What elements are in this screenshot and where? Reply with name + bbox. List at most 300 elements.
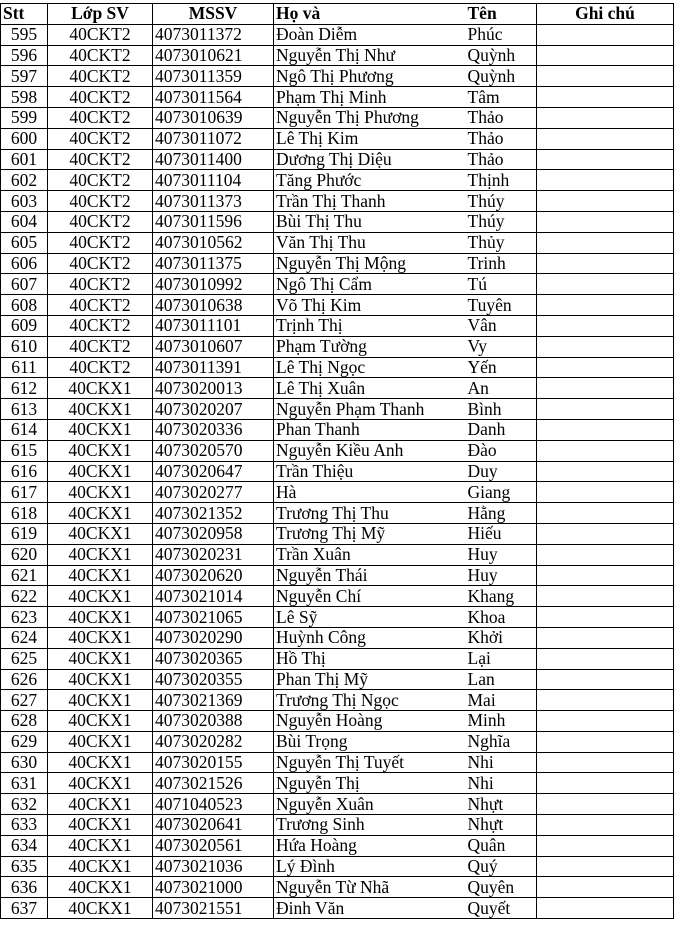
cell-stt: 627 (1, 690, 48, 711)
cell-stt: 629 (1, 731, 48, 752)
cell-ho: Nguyễn Xuân (274, 794, 466, 815)
cell-stt: 634 (1, 835, 48, 856)
cell-stt: 637 (1, 898, 48, 919)
table-row (1, 648, 674, 669)
cell-ghichu (537, 877, 674, 898)
cell-ten: Nhi (466, 752, 537, 773)
cell-ho: Phạm Tường (274, 336, 466, 357)
cell-mssv: 4073020013 (153, 378, 274, 399)
table-row (1, 419, 674, 440)
cell-mssv: 4073021551 (153, 898, 274, 919)
cell-ghichu (537, 856, 674, 877)
cell-stt: 636 (1, 877, 48, 898)
cell-ho: Phạm Thị Minh (274, 87, 466, 108)
table-row (1, 253, 674, 274)
header-mssv: MSSV (153, 4, 274, 25)
table-row (1, 607, 674, 628)
cell-stt: 599 (1, 107, 48, 128)
cell-ghichu (537, 607, 674, 628)
cell-ghichu (537, 544, 674, 565)
table-row (1, 336, 674, 357)
cell-mssv: 4073020336 (153, 419, 274, 440)
cell-ten: Hiếu (466, 523, 537, 544)
cell-ho: Võ Thị Kim (274, 295, 466, 316)
table-row (1, 544, 674, 565)
table-row (1, 149, 674, 170)
cell-lop: 40CKT2 (48, 128, 153, 149)
cell-ghichu (537, 752, 674, 773)
cell-lop: 40CKT2 (48, 170, 153, 191)
cell-stt: 615 (1, 440, 48, 461)
table-row (1, 877, 674, 898)
cell-ho: Lê Thị Kim (274, 128, 466, 149)
cell-stt: 602 (1, 170, 48, 191)
cell-stt: 622 (1, 586, 48, 607)
cell-lop: 40CKT2 (48, 24, 153, 45)
cell-ten: Vy (466, 336, 537, 357)
cell-mssv: 4073010639 (153, 107, 274, 128)
cell-ghichu (537, 586, 674, 607)
table-row (1, 711, 674, 732)
cell-stt: 611 (1, 357, 48, 378)
cell-lop: 40CKX1 (48, 690, 153, 711)
header-lop: Lớp SV (48, 4, 153, 25)
cell-ho: Phan Thanh (274, 419, 466, 440)
cell-ho: Hồ Thị (274, 648, 466, 669)
cell-ghichu (537, 191, 674, 212)
cell-ho: Dương Thị Diệu (274, 149, 466, 170)
cell-ho: Huỳnh Công (274, 627, 466, 648)
cell-mssv: 4073020958 (153, 523, 274, 544)
cell-stt: 635 (1, 856, 48, 877)
cell-stt: 631 (1, 773, 48, 794)
cell-mssv: 4073011400 (153, 149, 274, 170)
cell-ten: Danh (466, 419, 537, 440)
cell-lop: 40CKX1 (48, 503, 153, 524)
cell-ho: Trương Thị Ngọc (274, 690, 466, 711)
cell-ten: Hằng (466, 503, 537, 524)
cell-ghichu (537, 170, 674, 191)
cell-lop: 40CKX1 (48, 586, 153, 607)
cell-stt: 601 (1, 149, 48, 170)
cell-ten: Tuyên (466, 295, 537, 316)
cell-ten: Bình (466, 399, 537, 420)
cell-lop: 40CKX1 (48, 627, 153, 648)
cell-ten: Quỳnh (466, 45, 537, 66)
cell-ho: Trần Xuân (274, 544, 466, 565)
cell-ghichu (537, 731, 674, 752)
cell-ho: Trương Thị Mỹ (274, 523, 466, 544)
cell-ten: Trinh (466, 253, 537, 274)
cell-ghichu (537, 711, 674, 732)
cell-lop: 40CKX1 (48, 669, 153, 690)
table-row (1, 815, 674, 836)
cell-mssv: 4073010638 (153, 295, 274, 316)
table-row (1, 627, 674, 648)
cell-mssv: 4073021065 (153, 607, 274, 628)
cell-mssv: 4073011372 (153, 24, 274, 45)
cell-lop: 40CKX1 (48, 523, 153, 544)
cell-stt: 620 (1, 544, 48, 565)
cell-stt: 612 (1, 378, 48, 399)
cell-ho: Hứa Hoàng (274, 835, 466, 856)
table-row (1, 586, 674, 607)
cell-ho: Nguyễn Thái (274, 565, 466, 586)
cell-ten: Vân (466, 315, 537, 336)
cell-ghichu (537, 627, 674, 648)
cell-ten: Quý (466, 856, 537, 877)
cell-mssv: 4073011101 (153, 315, 274, 336)
cell-stt: 609 (1, 315, 48, 336)
cell-ghichu (537, 315, 674, 336)
cell-mssv: 4073011104 (153, 170, 274, 191)
cell-ho: Bùi Thị Thu (274, 211, 466, 232)
table-row (1, 45, 674, 66)
cell-ghichu (537, 523, 674, 544)
cell-ten: Thịnh (466, 170, 537, 191)
table-row (1, 794, 674, 815)
cell-mssv: 4073020647 (153, 461, 274, 482)
table-row (1, 170, 674, 191)
cell-ten: Khoa (466, 607, 537, 628)
cell-stt: 614 (1, 419, 48, 440)
table-row (1, 315, 674, 336)
cell-ghichu (537, 835, 674, 856)
cell-mssv: 4073020388 (153, 711, 274, 732)
cell-ghichu (537, 648, 674, 669)
cell-ghichu (537, 794, 674, 815)
cell-ghichu (537, 503, 674, 524)
cell-stt: 610 (1, 336, 48, 357)
cell-mssv: 4073020207 (153, 399, 274, 420)
cell-ghichu (537, 461, 674, 482)
cell-mssv: 4073011391 (153, 357, 274, 378)
cell-ten: Thảo (466, 107, 537, 128)
cell-stt: 613 (1, 399, 48, 420)
cell-ten: Quyết (466, 898, 537, 919)
cell-ghichu (537, 565, 674, 586)
cell-lop: 40CKT2 (48, 87, 153, 108)
cell-ho: Nguyễn Chí (274, 586, 466, 607)
table-row (1, 731, 674, 752)
cell-stt: 625 (1, 648, 48, 669)
header-stt: Stt (1, 4, 48, 25)
table-row (1, 835, 674, 856)
cell-lop: 40CKT2 (48, 295, 153, 316)
table-row (1, 66, 674, 87)
cell-ten: Thúy (466, 191, 537, 212)
cell-ten: Tú (466, 274, 537, 295)
cell-ghichu (537, 107, 674, 128)
cell-lop: 40CKX1 (48, 731, 153, 752)
cell-mssv: 4073021036 (153, 856, 274, 877)
cell-lop: 40CKX1 (48, 440, 153, 461)
cell-ho: Hà (274, 482, 466, 503)
cell-ghichu (537, 253, 674, 274)
table-row (1, 482, 674, 503)
cell-lop: 40CKX1 (48, 752, 153, 773)
cell-ho: Đinh Văn (274, 898, 466, 919)
cell-ho: Bùi Trọng (274, 731, 466, 752)
cell-stt: 600 (1, 128, 48, 149)
cell-mssv: 4073020282 (153, 731, 274, 752)
cell-lop: 40CKX1 (48, 607, 153, 628)
cell-ghichu (537, 815, 674, 836)
cell-mssv: 4073020620 (153, 565, 274, 586)
table-row (1, 87, 674, 108)
table-row (1, 461, 674, 482)
cell-mssv: 4073010607 (153, 336, 274, 357)
cell-ghichu (537, 87, 674, 108)
table-row (1, 690, 674, 711)
cell-lop: 40CKT2 (48, 107, 153, 128)
cell-ho: Nguyễn Từ Nhã (274, 877, 466, 898)
cell-stt: 633 (1, 815, 48, 836)
cell-lop: 40CKT2 (48, 336, 153, 357)
cell-ten: Tâm (466, 87, 537, 108)
cell-ho: Lý Đình (274, 856, 466, 877)
table-row (1, 295, 674, 316)
header-ho: Họ và (274, 4, 466, 25)
cell-stt: 623 (1, 607, 48, 628)
cell-ho: Lê Thị Xuân (274, 378, 466, 399)
cell-stt: 596 (1, 45, 48, 66)
cell-lop: 40CKX1 (48, 877, 153, 898)
table-row (1, 211, 674, 232)
cell-ghichu (537, 690, 674, 711)
student-list-table (0, 3, 674, 919)
cell-stt: 618 (1, 503, 48, 524)
cell-mssv: 4071040523 (153, 794, 274, 815)
cell-ho: Đoàn Diễm (274, 24, 466, 45)
cell-ghichu (537, 482, 674, 503)
cell-ten: Huy (466, 565, 537, 586)
cell-ho: Nguyễn Kiều Anh (274, 440, 466, 461)
cell-lop: 40CKX1 (48, 856, 153, 877)
cell-ho: Nguyễn Thị Phương (274, 107, 466, 128)
cell-ghichu (537, 419, 674, 440)
cell-stt: 632 (1, 794, 48, 815)
cell-mssv: 4073011564 (153, 87, 274, 108)
table-row (1, 378, 674, 399)
cell-mssv: 4073021014 (153, 586, 274, 607)
cell-stt: 626 (1, 669, 48, 690)
cell-lop: 40CKX1 (48, 461, 153, 482)
cell-ten: Lan (466, 669, 537, 690)
cell-ghichu (537, 336, 674, 357)
cell-ho: Phan Thị Mỹ (274, 669, 466, 690)
table-row (1, 24, 674, 45)
cell-lop: 40CKT2 (48, 315, 153, 336)
cell-ghichu (537, 211, 674, 232)
cell-ten: Nghĩa (466, 731, 537, 752)
table-row (1, 357, 674, 378)
table-row (1, 274, 674, 295)
cell-stt: 598 (1, 87, 48, 108)
cell-mssv: 4073021352 (153, 503, 274, 524)
cell-lop: 40CKT2 (48, 232, 153, 253)
cell-ghichu (537, 669, 674, 690)
cell-ho: Trịnh Thị (274, 315, 466, 336)
cell-ho: Nguyễn Hoàng (274, 711, 466, 732)
cell-lop: 40CKT2 (48, 357, 153, 378)
header-ten: Tên (466, 4, 537, 25)
cell-stt: 630 (1, 752, 48, 773)
cell-ghichu (537, 24, 674, 45)
cell-ho: Văn Thị Thu (274, 232, 466, 253)
cell-lop: 40CKT2 (48, 253, 153, 274)
cell-lop: 40CKX1 (48, 711, 153, 732)
cell-lop: 40CKX1 (48, 419, 153, 440)
cell-mssv: 4073020365 (153, 648, 274, 669)
cell-ho: Ngô Thị Phương (274, 66, 466, 87)
header-row (1, 4, 674, 25)
cell-lop: 40CKX1 (48, 794, 153, 815)
cell-lop: 40CKX1 (48, 482, 153, 503)
cell-stt: 617 (1, 482, 48, 503)
cell-mssv: 4073010621 (153, 45, 274, 66)
cell-stt: 624 (1, 627, 48, 648)
cell-lop: 40CKX1 (48, 399, 153, 420)
cell-ten: Nhi (466, 773, 537, 794)
cell-mssv: 4073020290 (153, 627, 274, 648)
cell-ten: Đào (466, 440, 537, 461)
cell-ghichu (537, 898, 674, 919)
cell-stt: 595 (1, 24, 48, 45)
cell-ho: Trần Thiệu (274, 461, 466, 482)
table-row (1, 128, 674, 149)
cell-stt: 608 (1, 295, 48, 316)
cell-lop: 40CKT2 (48, 45, 153, 66)
table-row (1, 107, 674, 128)
table-row (1, 856, 674, 877)
cell-ten: Nhựt (466, 794, 537, 815)
cell-ghichu (537, 45, 674, 66)
cell-stt: 606 (1, 253, 48, 274)
cell-mssv: 4073011596 (153, 211, 274, 232)
cell-ghichu (537, 66, 674, 87)
cell-ten: Quân (466, 835, 537, 856)
cell-ten: Quyên (466, 877, 537, 898)
cell-lop: 40CKX1 (48, 378, 153, 399)
cell-mssv: 4073011359 (153, 66, 274, 87)
cell-ten: Thúy (466, 211, 537, 232)
cell-stt: 628 (1, 711, 48, 732)
table-row (1, 191, 674, 212)
cell-ghichu (537, 232, 674, 253)
cell-lop: 40CKX1 (48, 544, 153, 565)
cell-ho: Tăng Phước (274, 170, 466, 191)
cell-stt: 604 (1, 211, 48, 232)
cell-mssv: 4073020561 (153, 835, 274, 856)
cell-lop: 40CKX1 (48, 565, 153, 586)
cell-mssv: 4073020355 (153, 669, 274, 690)
cell-ten: Duy (466, 461, 537, 482)
cell-ho: Trương Thị Thu (274, 503, 466, 524)
cell-ghichu (537, 399, 674, 420)
cell-ho: Lê Sỹ (274, 607, 466, 628)
cell-ten: Khởi (466, 627, 537, 648)
cell-ten: Yến (466, 357, 537, 378)
cell-ho: Lê Thị Ngọc (274, 357, 466, 378)
cell-mssv: 4073020277 (153, 482, 274, 503)
cell-ten: Mai (466, 690, 537, 711)
cell-mssv: 4073020231 (153, 544, 274, 565)
table-row (1, 752, 674, 773)
cell-stt: 607 (1, 274, 48, 295)
cell-mssv: 4073021526 (153, 773, 274, 794)
table-row (1, 669, 674, 690)
cell-ten: An (466, 378, 537, 399)
cell-ghichu (537, 440, 674, 461)
table-row (1, 440, 674, 461)
table-row (1, 898, 674, 919)
cell-lop: 40CKT2 (48, 149, 153, 170)
cell-mssv: 4073011375 (153, 253, 274, 274)
table-row (1, 773, 674, 794)
cell-ho: Trần Thị Thanh (274, 191, 466, 212)
cell-ho: Nguyễn Thị Như (274, 45, 466, 66)
table-row (1, 565, 674, 586)
cell-ghichu (537, 274, 674, 295)
cell-ten: Thủy (466, 232, 537, 253)
cell-mssv: 4073020155 (153, 752, 274, 773)
cell-ten: Minh (466, 711, 537, 732)
cell-ten: Thảo (466, 128, 537, 149)
cell-mssv: 4073010562 (153, 232, 274, 253)
cell-lop: 40CKT2 (48, 274, 153, 295)
cell-ho: Nguyễn Thị Mộng (274, 253, 466, 274)
cell-stt: 603 (1, 191, 48, 212)
cell-ho: Trương Sinh (274, 815, 466, 836)
cell-ho: Nguyễn Phạm Thanh (274, 399, 466, 420)
cell-ten: Nhựt (466, 815, 537, 836)
cell-mssv: 4073011373 (153, 191, 274, 212)
cell-ghichu (537, 378, 674, 399)
table-row (1, 232, 674, 253)
header-ghichu: Ghi chú (537, 4, 674, 25)
cell-mssv: 4073010992 (153, 274, 274, 295)
cell-mssv: 4073020570 (153, 440, 274, 461)
cell-ghichu (537, 149, 674, 170)
cell-stt: 605 (1, 232, 48, 253)
cell-ho: Nguyễn Thị Tuyết (274, 752, 466, 773)
cell-ghichu (537, 128, 674, 149)
cell-stt: 597 (1, 66, 48, 87)
cell-lop: 40CKT2 (48, 66, 153, 87)
cell-ho: Nguyễn Thị (274, 773, 466, 794)
cell-ghichu (537, 773, 674, 794)
table-row (1, 503, 674, 524)
cell-ten: Giang (466, 482, 537, 503)
cell-stt: 616 (1, 461, 48, 482)
cell-lop: 40CKX1 (48, 815, 153, 836)
cell-mssv: 4073021369 (153, 690, 274, 711)
cell-ten: Lại (466, 648, 537, 669)
cell-lop: 40CKX1 (48, 773, 153, 794)
cell-stt: 619 (1, 523, 48, 544)
cell-lop: 40CKX1 (48, 835, 153, 856)
cell-mssv: 4073021000 (153, 877, 274, 898)
cell-ho: Ngô Thị Cẩm (274, 274, 466, 295)
table-row (1, 399, 674, 420)
cell-ten: Quỳnh (466, 66, 537, 87)
cell-ten: Huy (466, 544, 537, 565)
cell-ten: Thảo (466, 149, 537, 170)
cell-mssv: 4073020641 (153, 815, 274, 836)
cell-stt: 621 (1, 565, 48, 586)
table-row (1, 523, 674, 544)
